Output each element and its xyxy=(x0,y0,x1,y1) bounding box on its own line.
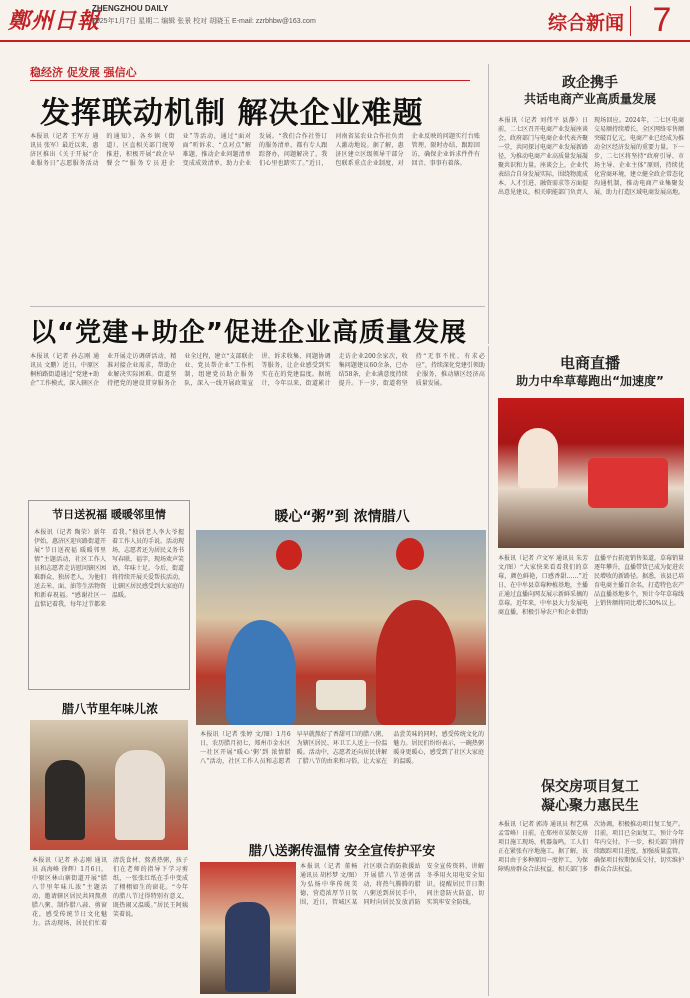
top-headline: 发挥联动机制 解决企业难题 xyxy=(40,96,424,131)
box-5-title-2: 凝心聚力惠民生 xyxy=(541,798,639,814)
right-top-headline-2: 共话电商产业高质量发展 xyxy=(523,92,656,106)
box-4-body: 本报讯（记者 董畅 通讯员 胡杉梦 文/图）为弘扬中华传统美德，营造浓厚节日氛围，近日，管城区某社区联合消防救援站开展腊八节送粥活动，将热气腾腾的腊八粥送到居民手中，同时向居民发放消防安全宣传资料，讲解冬季用火用电安全知识，提醒居民节日期间注意防火防盗，切实筑牢安全防线。 xyxy=(300,863,484,906)
box-5-body: 本报讯（记者 郭涛 通讯员 程艺琪 孟雪峰）日前，在郑州市某保交房项目施工现场，机器轰鸣，工人们正在紧张有序地施工。据了解，该项目由于多种原因一度停工，为保障购房群众合法权益，相关部门多次协调，积极推动项目复工复产。目前，项目已全面复工，预计今年年内交付。下一步，相关部门将持续跟踪项目进度，加强质量监管，确保项目按期保质交付，切实维护群众合法权益。 xyxy=(498,821,684,873)
box-5-title-1: 保交房项目复工 xyxy=(541,779,639,795)
box-2-body: 本报讯（记者 张婷 文/图）1月6日，农历腊月初七，郑州市金水区一社区开展“暖心‘粥’到 浓情腊八”活动，社区工作人员和志愿者早早就熬好了香甜可口的腊八粥，为辖区居民、环卫工人送上一份温暖。活动中，志愿者还向居民讲解了腊八节的由来和习俗，让大家在品尝美味的同时，感受传统文化的魅力。居民们纷纷表示，一碗热粥暖身更暖心，感受到了社区大家庭的温暖。 xyxy=(200,731,484,765)
resident-figure xyxy=(115,750,165,840)
newspaper-logo: 鄭州日報 xyxy=(8,8,101,34)
right-top-headline-1: 政企携手 xyxy=(562,75,618,91)
box-3-body: 本报讯（记者 孙志刚 通讯员 高海峰 徐辉）1月6日，中原区林山寨街道开展“腊八节里年味儿浓”主题活动，邀请辖区居民共同熬煮腊八粥、制作腊八蒜、剪窗花，感受传统节日文化魅力。活动现场，居民们忙着清洗食材、熬煮热粥，孩子们在老师的指导下学习剪纸，一张张红纸在手中变成了栩栩如生的窗花。“今年的腊八节过得特别有意义，既热闹又温暖。”居民王阿姨笑着说。 xyxy=(32,857,188,927)
strawberry-tray xyxy=(588,458,668,508)
right-mid-headline-1: 电商直播 xyxy=(559,354,620,372)
page-number: 7 xyxy=(652,1,672,39)
box-1-body: 本报讯（记者 陶荣）新年伊始，惠济区迎宾路街道开展“节日送祝福 暖暖邻里情”主题活动，社区工作人员和志愿者走访慰问辖区困难群众、独居老人，为他们送去米、面、油等生活物资和新春祝福。“感谢社区一直惦记着我，每年过节都来看我。”独居老人李大爷握着工作人员的手说。活动现场，志愿者还为居民义务书写春联、福字，现场欢声笑语，年味十足。今后，街道将持续开展关爱帮扶活动，让辖区居民感受到大家庭的温暖。 xyxy=(34,529,184,608)
right-top-article-body: 本报讯（记者 刘伟平 县静）日前，二七区召开电商产业发展座谈会，政府部门与电商企业代表齐聚一堂，共同探讨电商产业发展新路径，为推动电商产业高质量发展凝聚共识和力量。座谈会上，企业代表结合自身发展实际，围绕物流成本、人才引进、融资需求等方面提出意见建议，相关职能部门负责人现场回应。2024年，二七区电商交易额持续增长，全区网络零售额突破百亿元，电商产业已经成为推动全区经济发展的重要力量。下一步，二七区将坚持“政府引导、市场主导、企业主体”原则，持续优化营商环境，建立健全政企常态化沟通机制，推动电商产业集聚发展，助力打造区域电商发展高地。 xyxy=(498,117,684,196)
porridge-photo xyxy=(196,530,486,725)
box-2-title: 暖心“粥”到 浓情腊八 xyxy=(274,509,410,525)
lantern-icon xyxy=(396,538,424,570)
right-mid-headline-2: 助力中牟草莓跑出“加速度” xyxy=(516,374,664,388)
section-name: 综合新闻 xyxy=(548,12,625,34)
divider xyxy=(30,306,485,307)
box-1-title: 节日送祝福 暖暖邻里情 xyxy=(52,508,166,521)
box-3-title: 腊八节里年味儿浓 xyxy=(61,702,158,716)
volunteer-figure xyxy=(376,600,456,725)
dateline: 2025年1月7日 星期二 编辑 张景 校对 胡晓玉 E-mail: zzrbhbw@163.com xyxy=(92,18,316,25)
middle-article-body: 本报讯（记者 孙志刚 通讯员 文鹏）近日，中原区桐柏路街道通过“党建+助企”工作模式，深入辖区企业开展走访调研活动，精准对接企业需求，帮助企业解决实际困难。街道坚持把党的建设贯穿服务企业全过程，建立“支部联企业、党员帮企业”工作机制，组建党员助企服务队，深入一线开展政策宣讲、诉求收集、问题协调等服务，让企业感受到实实在在的党建温度。据统计，今年以来，街道累计走访企业200余家次，收集问题建议60余条，已办结58条，企业满意度持续提升。下一步，街道将坚持“无事不扰、有求必应”，持续深化党建引领助企服务，推动辖区经济高质量发展。 xyxy=(30,353,485,387)
divider xyxy=(30,80,470,81)
porridge-pot xyxy=(316,680,366,710)
top-article-body: 本报讯（记者 王军方 通讯员 张军）最近以来，惠济区推出《关于开展“企业服务日”志愿服务活动的通知》，各乡镇（街道）、区直相关部门统筹推进，积极开展“政企早餐会”“服务专员进企业”等活动，通过“面对面”听诉求、“点对点”解难题，推动企业问题清单变成成效清单，助力企业发展。“我们合作社签订的服务清单，都有专人跟踪督办，问题解决了，我们心里也踏实了。”近日，河南省某农业合作社负责人激动地说。据了解，惠济区建立区级领导干部分包联系重点企业制度，对企业反映的问题实行台账管理、限时办结、跟踪回访，确保企业诉求件件有回音、事事有着落。 xyxy=(30,133,480,167)
divider xyxy=(488,64,489,344)
divider xyxy=(488,346,489,996)
middle-headline: 以“党建+助企”促进企业高质量发展 xyxy=(30,318,467,348)
firefighter-figure xyxy=(225,902,270,992)
fire-safety-photo xyxy=(200,862,296,994)
right-mid-article-body: 本报讯（记者 卢文军 通讯员 朱芳 文/图）“大家快来看看我们的草莓，颜色鲜艳，口感香甜……”近日，在中牟县草莓种植基地，主播正通过直播向网友展示新鲜采摘的草莓。近年来，中牟县大力发展电商直播，积极引导农户和企业借助直播平台拓宽销售渠道，草莓销量逐年攀升，直播带货已成为促进农民增收的新路径。据悉，该县已培育电商主播百余名，打造特色农产品直播基地多个，预计今年草莓线上销售额将同比增长30%以上。 xyxy=(498,555,684,616)
divider xyxy=(630,6,631,36)
box-4-title: 腊八送粥传温情 安全宣传护平安 xyxy=(248,844,436,859)
laba-festival-photo xyxy=(30,720,188,850)
lantern-icon xyxy=(276,540,302,570)
newspaper-name-en: ZHENGZHOU DAILY xyxy=(92,4,169,13)
presenter-figure xyxy=(518,428,558,488)
resident-figure xyxy=(226,620,296,725)
campaign-slogan: 稳经济 促发展 强信心 xyxy=(30,66,137,79)
livestream-photo xyxy=(498,398,684,548)
resident-figure xyxy=(45,760,85,840)
